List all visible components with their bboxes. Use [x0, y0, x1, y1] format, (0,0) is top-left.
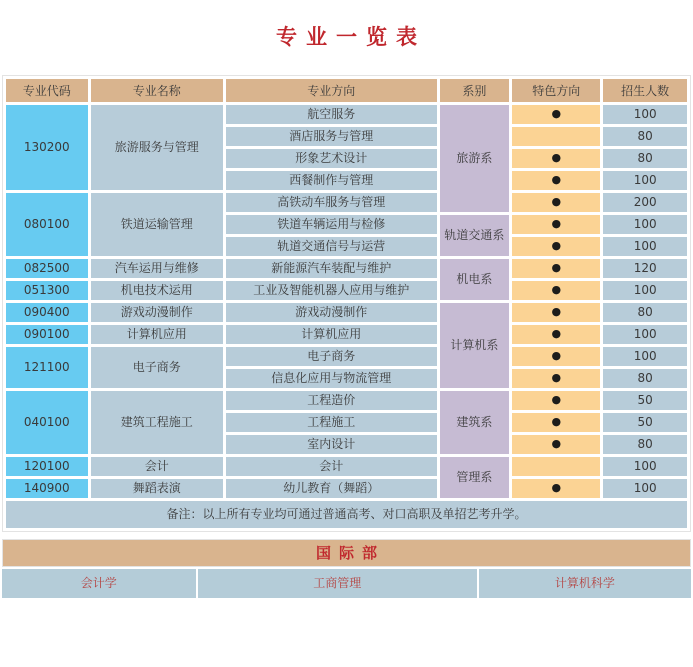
department-cell: 计算机系 — [440, 303, 510, 388]
note-text: 备注：以上所有专业均可通过普通高考、对口高职及单招艺考升学。 — [6, 501, 687, 528]
note-row — [6, 501, 687, 528]
program-accounting: 会计学 — [2, 569, 196, 598]
column-header-direction: 专业方向 — [226, 79, 437, 102]
featured-dot-cell — [512, 127, 600, 146]
enrollment-cell: 80 — [603, 127, 687, 146]
majors-table — [3, 76, 690, 531]
table-row — [6, 391, 687, 410]
direction-cell: 电子商务 — [226, 347, 437, 366]
table-row — [6, 105, 687, 124]
featured-dot-cell: ● — [512, 413, 600, 432]
featured-dot-cell — [512, 457, 600, 476]
table-row — [6, 325, 687, 344]
featured-dot-cell: ● — [512, 259, 600, 278]
direction-cell: 信息化应用与物流管理 — [226, 369, 437, 388]
enrollment-cell: 80 — [603, 369, 687, 388]
featured-dot-cell: ● — [512, 171, 600, 190]
major-name-cell: 汽车运用与维修 — [91, 259, 223, 278]
department-cell: 建筑系 — [440, 391, 510, 454]
department-cell: 管理系 — [440, 457, 510, 498]
major-code-cell: 080100 — [6, 193, 88, 256]
enrollment-cell: 200 — [603, 193, 687, 212]
major-code-cell: 040100 — [6, 391, 88, 454]
table-row — [6, 259, 687, 278]
enrollment-cell: 50 — [603, 391, 687, 410]
direction-cell: 形象艺术设计 — [226, 149, 437, 168]
major-name-cell: 铁道运输管理 — [91, 193, 223, 256]
major-code-cell: 140900 — [6, 479, 88, 498]
department-cell: 机电系 — [440, 259, 510, 300]
major-code-cell: 082500 — [6, 259, 88, 278]
enrollment-cell: 100 — [603, 171, 687, 190]
direction-cell: 室内设计 — [226, 435, 437, 454]
enrollment-cell: 100 — [603, 237, 687, 256]
featured-dot-cell: ● — [512, 149, 600, 168]
featured-dot-cell: ● — [512, 325, 600, 344]
featured-dot-cell: ● — [512, 105, 600, 124]
direction-cell: 会计 — [226, 457, 437, 476]
enrollment-cell: 100 — [603, 105, 687, 124]
department-cell: 旅游系 — [440, 105, 510, 212]
major-name-cell: 舞蹈表演 — [91, 479, 223, 498]
table-row — [6, 479, 687, 498]
direction-cell: 西餐制作与管理 — [226, 171, 437, 190]
column-header-code: 专业代码 — [6, 79, 88, 102]
page-title: 专业一览表 — [276, 25, 426, 49]
featured-dot-cell: ● — [512, 369, 600, 388]
direction-cell: 计算机应用 — [226, 325, 437, 344]
major-name-cell: 计算机应用 — [91, 325, 223, 344]
enrollment-cell: 100 — [603, 281, 687, 300]
major-name-cell: 游戏动漫制作 — [91, 303, 223, 322]
direction-cell: 新能源汽车装配与维护 — [226, 259, 437, 278]
column-header-department: 系别 — [440, 79, 510, 102]
table-row — [6, 193, 687, 212]
major-code-cell: 130200 — [6, 105, 88, 190]
enrollment-cell: 100 — [603, 325, 687, 344]
enrollment-cell: 100 — [603, 215, 687, 234]
column-header-enrollment: 招生人数 — [603, 79, 687, 102]
major-name-cell: 建筑工程施工 — [91, 391, 223, 454]
featured-dot-cell: ● — [512, 215, 600, 234]
direction-cell: 航空服务 — [226, 105, 437, 124]
direction-cell: 高铁动车服务与管理 — [226, 193, 437, 212]
enrollment-cell: 80 — [603, 435, 687, 454]
enrollment-cell: 80 — [603, 149, 687, 168]
program-business-admin: 工商管理 — [198, 569, 477, 598]
featured-dot-cell: ● — [512, 303, 600, 322]
majors-table-wrap — [2, 75, 691, 532]
enrollment-cell: 100 — [603, 457, 687, 476]
major-code-cell: 051300 — [6, 281, 88, 300]
enrollment-cell: 100 — [603, 347, 687, 366]
header-row — [6, 79, 687, 102]
featured-dot-cell: ● — [512, 435, 600, 454]
table-row — [6, 457, 687, 476]
direction-cell: 铁道车辆运用与检修 — [226, 215, 437, 234]
international-dept-banner: 国际部 — [2, 539, 691, 567]
enrollment-cell: 50 — [603, 413, 687, 432]
major-code-cell: 090100 — [6, 325, 88, 344]
department-cell: 轨道交通系 — [440, 215, 510, 256]
featured-dot-cell: ● — [512, 479, 600, 498]
major-name-cell: 电子商务 — [91, 347, 223, 388]
table-row — [6, 347, 687, 366]
major-code-cell: 120100 — [6, 457, 88, 476]
major-code-cell: 090400 — [6, 303, 88, 322]
table-row — [6, 281, 687, 300]
direction-cell: 工程造价 — [226, 391, 437, 410]
direction-cell: 轨道交通信号与运营 — [226, 237, 437, 256]
featured-dot-cell: ● — [512, 391, 600, 410]
column-header-featured: 特色方向 — [512, 79, 600, 102]
major-name-cell: 机电技术运用 — [91, 281, 223, 300]
major-code-cell: 121100 — [6, 347, 88, 388]
major-name-cell: 会计 — [91, 457, 223, 476]
column-header-name: 专业名称 — [91, 79, 223, 102]
featured-dot-cell: ● — [512, 237, 600, 256]
major-name-cell: 旅游服务与管理 — [91, 105, 223, 190]
table-row — [6, 303, 687, 322]
program-computer-science: 计算机科学 — [479, 569, 691, 598]
direction-cell: 酒店服务与管理 — [226, 127, 437, 146]
direction-cell: 工程施工 — [226, 413, 437, 432]
featured-dot-cell: ● — [512, 347, 600, 366]
enrollment-cell: 100 — [603, 479, 687, 498]
direction-cell: 游戏动漫制作 — [226, 303, 437, 322]
international-programs — [2, 569, 691, 598]
featured-dot-cell: ● — [512, 193, 600, 212]
enrollment-cell: 80 — [603, 303, 687, 322]
enrollment-cell: 120 — [603, 259, 687, 278]
direction-cell: 幼儿教育（舞蹈） — [226, 479, 437, 498]
direction-cell: 工业及智能机器人应用与维护 — [226, 281, 437, 300]
featured-dot-cell: ● — [512, 281, 600, 300]
